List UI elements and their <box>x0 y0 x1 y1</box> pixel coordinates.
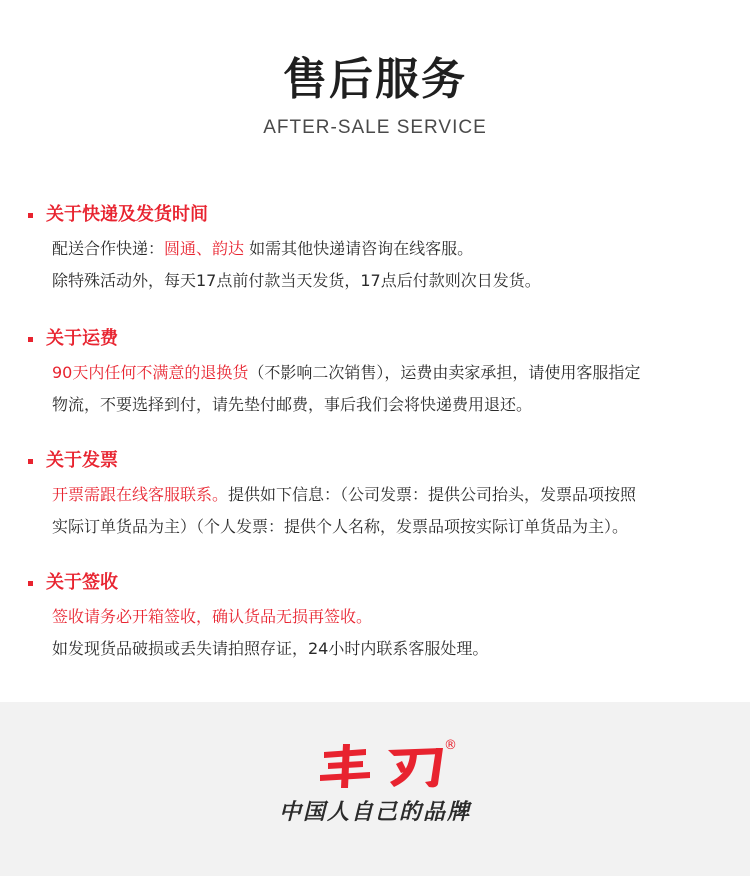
line-text: 实际订单货品为主）（个人发票：提供个人名称，发票品项按实际订单货品为主）。 <box>52 517 629 536</box>
line-text: 物流，不要选择到付，请先垫付邮费，事后我们会将快递费用退还。 <box>52 395 533 414</box>
bullet-icon <box>28 213 33 218</box>
line-text: 除特殊活动外，每天17点前付款当天发货，17点后付款则次日发货。 <box>52 271 541 290</box>
paragraph-line <box>52 634 732 664</box>
registered-mark: ® <box>444 738 457 753</box>
paragraph-line <box>52 266 732 296</box>
brand-logo <box>310 740 460 790</box>
brand-footer <box>0 702 750 876</box>
section-title: 关于快递及发货时间 <box>46 204 208 225</box>
line-text: 提供如下信息：（公司发票：提供公司抬头，发票品项按照 <box>228 485 637 504</box>
paragraph-line <box>52 358 732 388</box>
bullet-icon <box>28 459 33 464</box>
section-invoice <box>0 446 750 546</box>
section-title: 关于运费 <box>46 328 118 349</box>
line-text: 如需其他快递请咨询在线客服。 <box>244 239 474 258</box>
page-subtitle: AFTER-SALE SERVICE <box>263 117 487 138</box>
bullet-icon <box>28 581 33 586</box>
highlight-text: 签收请务必开箱签收，确认货品无损再签收。 <box>52 607 373 626</box>
paragraph-line <box>52 234 732 264</box>
paragraph-line <box>52 480 732 510</box>
line-text: 如发现货品破损或丢失请拍照存证，24小时内联系客服处理。 <box>52 639 489 658</box>
section-header <box>28 200 208 230</box>
section-receipt <box>0 568 750 668</box>
paragraph-line <box>52 602 732 632</box>
page-title: 售后服务 <box>283 54 467 105</box>
line-text: （不影响二次销售），运费由卖家承担，请使用客服指定 <box>248 363 641 382</box>
highlight-text: 圆通、韵达 <box>164 239 245 258</box>
highlight-text: 开票需跟在线客服联系。 <box>52 485 229 504</box>
section-header <box>28 324 118 354</box>
section-header <box>28 568 118 598</box>
section-shipping <box>0 200 750 300</box>
section-header <box>28 446 118 476</box>
section-title: 关于发票 <box>46 450 118 471</box>
line-text: 配送合作快递： <box>52 239 165 258</box>
brand-slogan: 中国人自己的品牌 <box>278 799 471 825</box>
paragraph-line <box>52 512 732 542</box>
paragraph-line <box>52 390 732 420</box>
section-title: 关于签收 <box>46 572 118 593</box>
section-freight <box>0 324 750 424</box>
bullet-icon <box>28 337 33 342</box>
highlight-text: 90天内任何不满意的退换货 <box>52 363 249 382</box>
